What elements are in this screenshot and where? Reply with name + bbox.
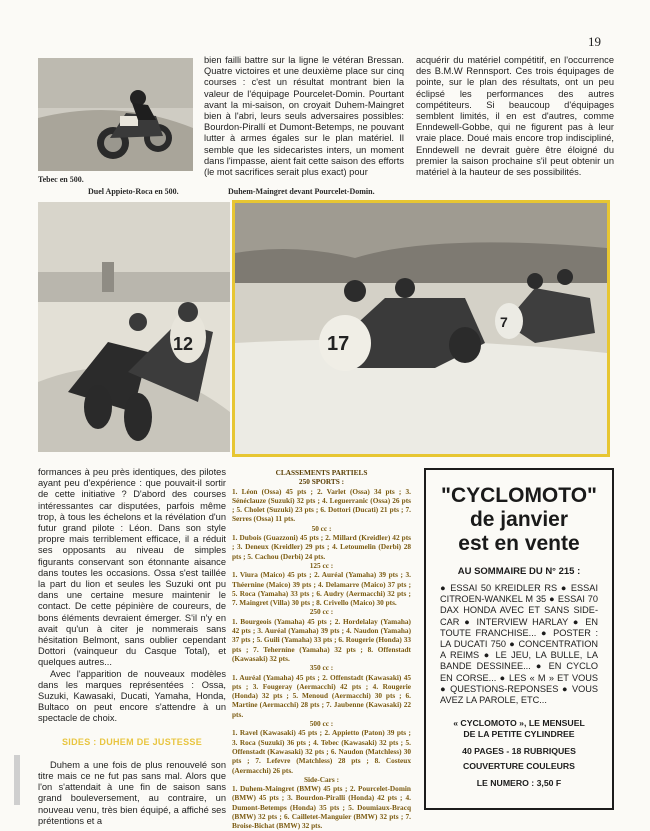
cyclomoto-advertisement [424,468,614,810]
ad-tagline-1: « CYCLOMOTO », LE MENSUEL [453,718,585,729]
classement-text: 1. Bourgeois (Yamaha) 45 pts ; 2. Hordelalay (Yamaha) 42 pts ; 3. Auréal (Yamaha) 39 pts ; 4. Naudon (Yamaha) 37 pts ; 5. Guili (Yamaha) 33 pts ; 6. Rougerie (Honda) 33 pts ; 7. Teherníne (Yamaha) 32 pts ; 8. Offenstadt (Kawasaki) 32 pts. [232,616,411,663]
classement-text: 1. Duhem-Maingret (BMW) 45 pts ; 2. Pourcelet-Domin (BMW) 45 pts ; 3. Bourdon-Piralli (Honda) 42 pts ; 4. Dumont-Betemps (Honda) 35 pts ; 5. Doumiaux-Bracq (BMW) 32 pts ; 6. Cailletet-Manguier (BMW) 32 pts ; 7. Broise-Bichat (BMW) 32 pts. [232,784,411,831]
page-number: 19 [588,34,601,49]
classement-text: 1. Viura (Maico) 45 pts ; 2. Auréal (Yamaha) 39 pts ; 3. Théernine (Maico) 39 pts ; 4. Delamarre (Maico) 37 pts ; 5. Roca (Yamaha) 33 pts ; 6. Audry (Aermacchi) 32 pts ; 7. Maingret (Villa) 30 pts ; 8. Crivello (Maico) 30 pts. [232,570,411,608]
article-column-top-middle [204,55,404,178]
ad-title-line3: est en vente [458,532,580,555]
article-text: Duhem a une fois de plus renouvelé son titre mais ce ne fut pas sans mal. Alors que l'on s'attendait à une fin de saison sans grand bouleversement, au contraire, un nouveau venu, très bien équipé, a affiché ses prétentions et a [38,759,226,826]
article-text: acquérir du matériel compétitif, en l'occurrence des B.M.W Rennsport. Ces trois équipages de pointe, sur le plan des résultats, ont un peu éclipsé les performances des autres compétiteurs. Si beaucoup d'équipages semblent limités, il en est d'autres, comme Enndewell-Gobbe, qui ne figurent pas à leur vraie place. Doué mais encore trop indiscipliné, Enndewell ne devrait guère être éloigné du premier la saison prochaine s'il peut obtenir un matériel à la hauteur de ses possibilités. [416,55,614,178]
article-column-bottom-left [38,467,226,827]
classement-head: 350 cc : [309,663,334,673]
classement-text: 1. Auréal (Yamaha) 45 pts ; 2. Offenstadt (Kawasaki) 45 pts ; 3. Fougeray (Aermacchi) 42 pts ; 4. Rougerie (Honda) 32 pts ; 5. Menoud (Aermacchi) 30 pts ; 6. Martine (Aermacchi) 28 pts ; 7. Jaubenne (Kawasaki) 22 pts. [232,672,411,719]
photo-tebec [38,58,193,171]
caption-duel: Duel Appieto-Roca en 500. [88,187,179,196]
article-text: Avec l'apparition de nouveaux modèles dans les marques représentées : Ossa, Suzuki, Kawasaki, Ducati, Yamaha, Honda, Bultaco on peut encore s'attendre à un spectacle de choix. [38,668,226,724]
ad-couverture: COUVERTURE COULEURS [463,761,575,772]
classement-head: 250 cc : [309,607,334,617]
classement-head: Side-Cars : [303,774,340,784]
classement-head: 50 cc : [311,523,332,533]
photo-tebec-image [38,58,193,171]
photo-duhem-maingret [232,200,610,457]
classement-text: 1. Léon (Ossa) 45 pts ; 2. Varlet (Ossa) 34 pts ; 3. Sénéclauze (Suzuki) 32 pts ; 4. Leguerranic (Ossa) 26 pts ; 5. Cholet (Suzuki) 23 pts ; 6. Dottori (Ducati) 21 pts ; 7. Serres (Ossa) 11 pts. [232,486,411,524]
classements-box [232,468,411,831]
classement-head: 125 cc : [309,560,334,570]
ad-title-line1: "CYCLOMOTO" [440,484,598,507]
article-column-top-right [416,55,614,178]
classement-text: 1. Dubois (Guazzoni) 45 pts ; 2. Millard (Kreidler) 42 pts ; 3. Deneux (Kreidler) 29 pts ; 4. Letoumelin (Derbi) 28 pts ; 5. Cachou (Derbi) 24 pts. [232,533,411,561]
classement-head: 500 cc : [309,719,334,729]
classements-subtitle: 250 SPORTS : [298,477,345,487]
photo-duel-image [38,202,230,452]
classement-text: 1. Ravel (Kawasaki) 45 pts ; 2. Appietto (Paton) 39 pts ; 3. Roca (Suzuki) 36 pts ; 4. Tebec (Kawasaki) 32 pts ; 5. Offenstadt (Kawasaki) 32 pts ; 6. Naudon (Matchless) 30 pts ; 7. Lefevre (Matchless) 28 pts ; 8. Costeux (Aermacchi) 26 pts. [232,728,411,775]
classements-title: CLASSEMENTS PARTIELS [275,468,368,477]
article-text: formances à peu près identiques, des pilotes ayant peu d'expérience : que pouvait-il sortir de cette initiative ? D'abord des courses intéressantes car disputées, parfois même trop, à tous les échelons et la révélation d'un futur grand pilote : Léon. Dans son style propre mais terriblement efficace, il a réduit ses opposants au niveau de simples figurants conservant son étonnante aisance dans toutes les occasions. Ossa s'est taillée la part du lion et seules les Suzuki ont pu dans une certaine mesure maintenir le contact. De cette pépinière de coureurs, de bons éléments devraient émerger. S'il n'y en avait qu'un à citer je nommerais sans hésitation Belmont, sans oublier cependant Dottori (vainqueur du Casque Total), et quelques autres... [38,467,226,668]
caption-tebec: Tebec en 500. [38,175,84,184]
ad-pages: 40 PAGES - 18 RUBRIQUES [462,746,576,757]
subheading: SIDES : DUHEM DE JUSTESSE [61,736,203,747]
ad-price: LE NUMERO : 3,50 F [476,778,562,789]
photo-sidecars-image [235,203,607,454]
ad-sommaire: AU SOMMAIRE DU N° 215 : [457,566,581,577]
svg-text:17: 17 [327,333,350,355]
ad-title-line2: de janvier [469,508,569,531]
ad-tagline-2: DE LA PETITE CYLINDREE [463,729,575,740]
article-text: bien failli battre sur la ligne le vétéran Bressan. Quatre victoires et une deuxième place sur cinq courses : c'est un résultat montrant bien la valeur de l'équipage Pourcelet-Domin. Pourtant avant la mi-saison, on croyait Duhem-Maingret bien à l'abri, leurs seuls adversaires possibles: Bourdon-Pirallí et Dumont-Betemps, ne pouvant lutter à armes égales sur le plan matériel. Il semble que les sidecaristes inters, un moment dans l'impasse, aient fait cette saison des efforts (le mot sacrifices serait plus exact) pour [204,55,404,178]
ad-items: ● ESSAI 50 KREIDLER RS ● ESSAI CITROEN-WANKEL M 35 ● ESSAI 70 DAX HONDA AVEC ET SANS SIDE-CAR ● INTERVIEW HARLAY ● EN TOUTE FRANCHISE... ● POSTER : LA DUCATI 750 ● CONCENTRATION A REIMS ● LE JEU, LA BULLE, LA BANDE DESSINEE... ● EN CYCLO EN CORSE... ● LES « M » ET VOUS ● QUESTIONS-REPONSES ● VOUS AVEZ LA PAROLE, ETC... [440,583,598,706]
photo-duel-appieto-roca [38,202,230,452]
side-credit-mark [14,755,20,805]
svg-text:12: 12 [173,334,194,354]
svg-text:7: 7 [500,314,508,330]
caption-duhem: Duhem-Maingret devant Pourcelet-Domin. [228,187,375,196]
